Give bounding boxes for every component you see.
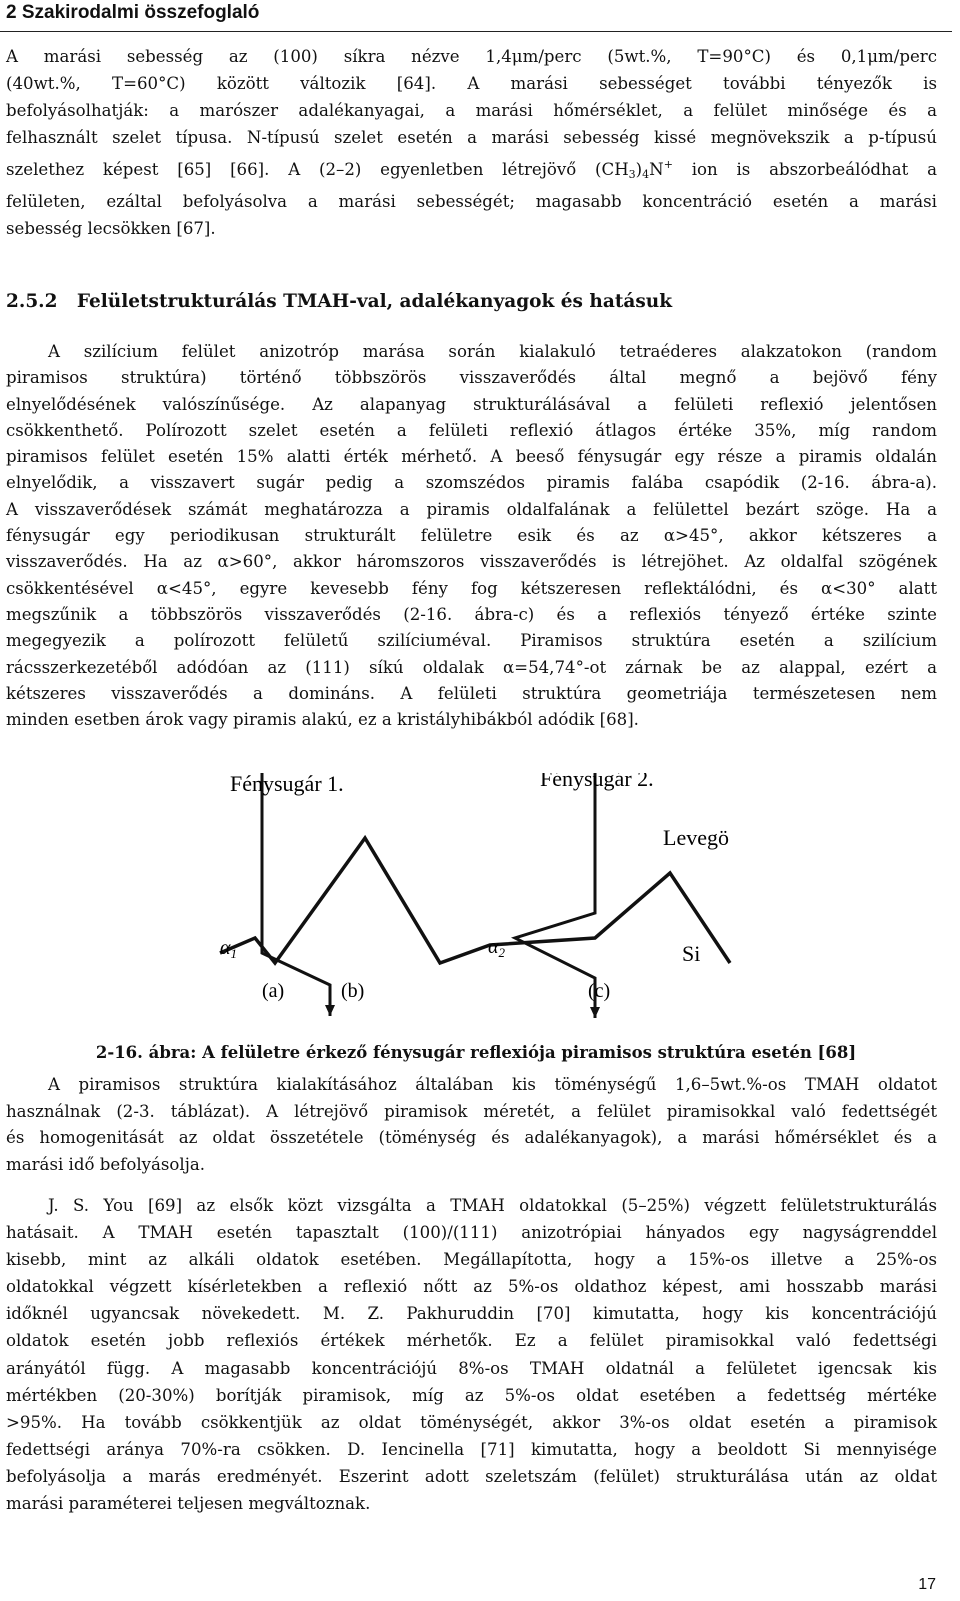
paragraph-tmah-studies (6, 1192, 937, 1517)
reflection-figure (200, 773, 760, 1028)
header-title: 2 Szakirodalmi összefoglaló (6, 2, 260, 23)
text-line: J. S. You [69] az elsők közt vizsgálta a TMAH oldatokkal (5–25%) végzett felületstrukturálás (48, 1196, 937, 1215)
subscript: 3 (628, 168, 636, 181)
silicon-surface-profile (220, 838, 730, 963)
text-line: arányától függ. A magasabb koncentrációjú 8%-os TMAH oldatnál a felületet igencsak kis (6, 1358, 937, 1378)
text-line: >95%. Ha tovább csökkentjük az oldat töménységét, akkor 3%-os oldat esetén a piramisok (6, 1412, 937, 1432)
text-line: visszaverődés. Ha az α>60°, akkor háromszoros visszaverődés is létrejöhet. Az oldalfal szögének (6, 552, 937, 572)
section-number: 2.5.2 (6, 291, 58, 312)
figure-caption: 2-16. ábra: A felületre érkező fénysugár reflexiója piramisos struktúra esetén [68] (95, 1043, 857, 1062)
label-c: (c) (588, 980, 611, 1002)
text-line: csökkenthető. Polírozott szelet esetén a felületi reflexió átlagos értéke 35%, míg random (6, 420, 937, 440)
paragraph-reflection (6, 339, 937, 733)
text-line: rácsszerkezetéből adódóan az (111) síkú oldalak α=54,74°-ot zárnak be az alappal, ezért a (6, 657, 937, 677)
text-line: sebesség lecsökken [67]. (6, 219, 216, 238)
section-heading (6, 291, 672, 312)
text-line: oldatok esetén jobb reflexiós értékek mérhetők. Ez a felület piramisokkal való fedettségi (6, 1331, 937, 1351)
superscript: + (663, 158, 673, 171)
text-line: kisebb, mint az alkáli oldatok esetében. Megállapította, hogy a 15%-os illetve a 25%-os (6, 1250, 937, 1270)
text-line: A marási sebesség az (100) síkra nézve 1,4μm/perc (5wt.%, T=90°C) és 0,1μm/perc (6, 47, 937, 66)
text-line: oldatokkal végzett kísérletekben a reflexió nőtt az 5%-os oldathoz képest, ami hosszabb marási (6, 1277, 937, 1297)
text-line: (40wt.%, T=60°C) között változik [64]. A marási sebességet további tényezők is (6, 74, 937, 93)
alpha-1-label: $\alpha_1$ (220, 937, 237, 961)
arrow-head-icon (590, 1007, 600, 1018)
text-line: megszűnik a többszörös visszaverődés (2-16. ábra-c) és a reflexiós tényező értéke szinte (6, 604, 937, 624)
alpha-2-label: $\alpha_2$ (488, 936, 505, 960)
text-line: piramisos felület esetén 15% alatti érték mérhető. A beeső fénysugár egy része a piramis oldalán (6, 447, 937, 467)
text-line: fedettségi aránya 70%-ra csökken. D. Iencinella [71] kimutatta, hogy a beoldott Si mennyisége (6, 1439, 937, 1459)
arrow-head-icon (325, 1005, 335, 1016)
ray-2-path (515, 773, 595, 1018)
page-number: 17 (918, 1576, 936, 1593)
ray-2-label: Fénysugár 2. (540, 773, 654, 791)
ray-1-label: Fénysugár 1. (230, 773, 344, 796)
text-line: befolyásolhatják: a marószer adalékanyagai, a marási hőmérséklet, a felület minősége és a (6, 101, 937, 120)
text-line: minden esetben árok vagy piramis alakú, ez a kristályhibákból adódik [68]. (6, 710, 639, 730)
text-line: marási idő befolyásolja. (6, 1154, 206, 1174)
text-fragment: szelethez képest [65] [66]. A (2–2) egyenletben létrejövő (CH (6, 160, 629, 179)
paragraph-etch-rate (6, 43, 937, 242)
label-a: (a) (262, 980, 285, 1002)
text-line: marási paraméterei teljesen megváltoznak. (6, 1494, 371, 1514)
text-line: piramisos struktúra) történő többszörös visszaverődés által megnő a bejövő fény (6, 368, 937, 388)
text-line: elnyelődésének valószínűsége. Az alapanyag strukturálásával a felületi reflexió jelentősen (6, 394, 937, 414)
text-line: hatásait. A TMAH esetén tapasztalt (100)/(111) anizotrópiai hányados egy nagyságrenddel (6, 1223, 937, 1243)
section-title: Felületstrukturálás TMAH-val, adalékanyagok és hatásuk (76, 291, 673, 312)
air-label: Levegö (663, 825, 729, 850)
running-header (0, 0, 952, 32)
text-line: A piramisos struktúra kialakításához általában kis töménységű 1,6–5wt.%-os TMAH oldatot (48, 1075, 937, 1094)
text-line: mértékben (20-30%) borítják piramisok, míg az 5%-os oldat esetében a fedettség mértéke (6, 1385, 937, 1405)
text-fragment: N (649, 160, 664, 179)
text-line: felhasznált szelet típusa. N-típusú szelet esetén a marási sebesség kissé megnövekszik a p-típusú (6, 128, 937, 147)
text-line: elnyelődik, a visszavert sugár pedig a szomszédos piramis falába csapódik (2-16. ábra-a). (6, 473, 937, 493)
silicon-label: Si (682, 941, 701, 966)
label-b: (b) (341, 980, 365, 1002)
text-line: és homogenitását az oldat összetétele (töménység és adalékanyagok), a marási hőmérséklet és a (6, 1128, 937, 1147)
paragraph-pyramid-formation (6, 1072, 937, 1178)
subscript: 4 (642, 168, 650, 181)
text-line: csökkentésével α<45°, egyre kevesebb fény fog kétszeresen reflektálódni, és α<30° alatt (6, 578, 937, 598)
text-line: A szilícium felület anizotróp marása során kialakuló tetraéderes alakzatokon (random (48, 342, 937, 361)
reflection-diagram (200, 773, 760, 1028)
text-fragment: ) (635, 160, 643, 179)
text-line: időknél ugyancsak növekedett. M. Z. Pakhuruddin [70] kimutatta, hogy kis koncentrációjú (6, 1304, 937, 1324)
text-line: befolyásolja a marás eredményét. Eszerint adott szeletszám (felület) strukturálása után az oldat (6, 1466, 937, 1486)
text-line: kétszeres visszaverődés a domináns. A felületi struktúra geometriája természetesen nem (6, 683, 937, 703)
text-line: használnak (2-3. táblázat). A létrejövő piramisok méretét, a felület piramisokkal való fedettségét (6, 1101, 937, 1121)
text-line: fénysugár egy periodikusan strukturált felületre esik és az α>45°, akkor kétszeres a (6, 526, 937, 546)
text-fragment: ion is abszorbeálódhat a (672, 160, 937, 179)
text-line-formula (6, 151, 937, 188)
text-line: megegyezik a polírozott felületű szilíciuméval. Piramisos struktúra esetén a szilícium (6, 631, 937, 651)
text-line: felületen, ezáltal befolyásolva a marási sebességét; magasabb koncentráció esetén a marási (6, 192, 937, 211)
text-line: A visszaverődések számát meghatározza a piramis oldalfalának a felülettel bezárt szöge. Ha a (6, 499, 937, 519)
